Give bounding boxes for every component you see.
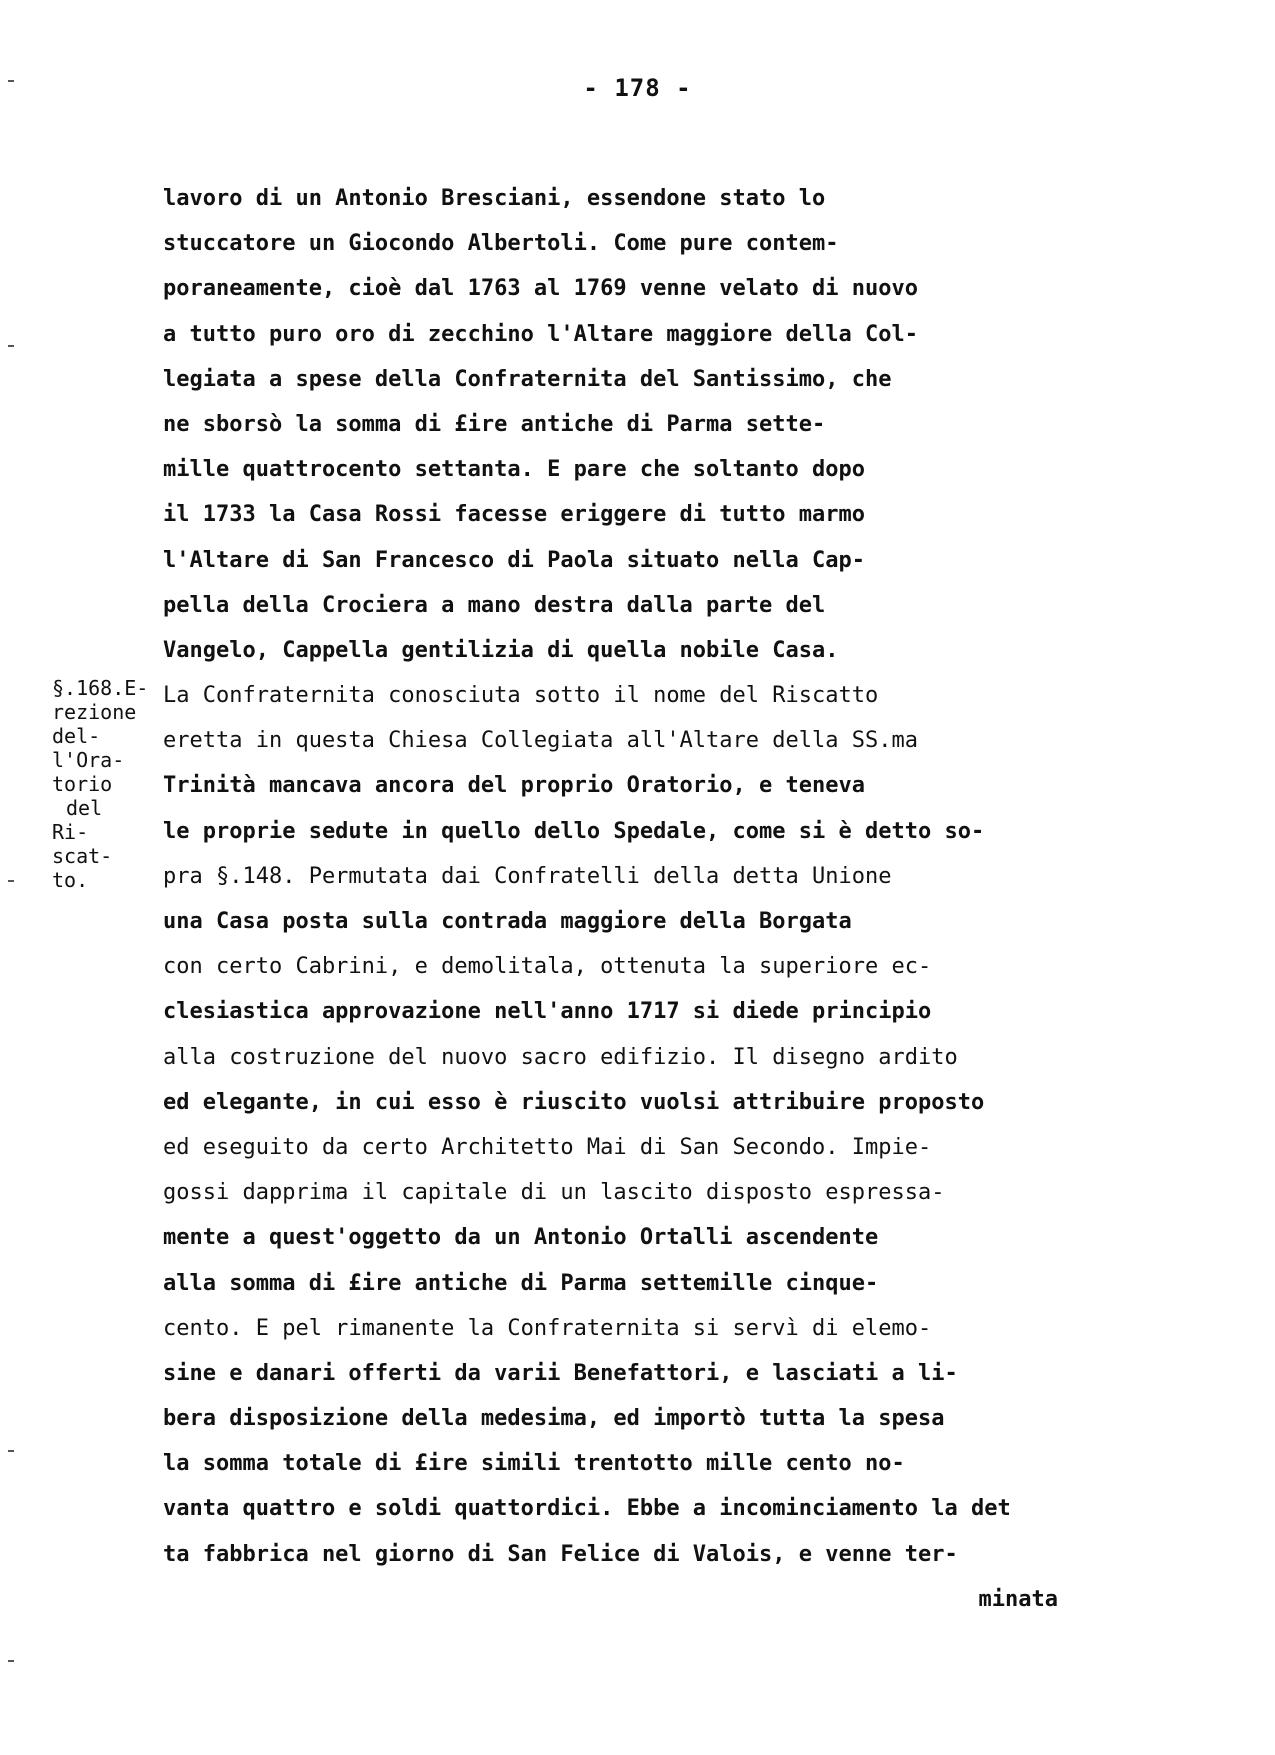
text-line: Vangelo, Cappella gentilizia di quella nobile Casa. [163,637,839,663]
margin-note-line: rezione [52,700,137,724]
text-line: vanta quattro e soldi quattordici. Ebbe a incominciamento la det [163,1496,1011,1522]
text-line: gossi dapprima il capitale di un lascito disposto espressa- [163,1180,945,1206]
text-line: il 1733 la Casa Rossi facesse eriggere di tutto marmo [163,502,865,528]
margin-note-line: del- [52,724,101,748]
text-line: poraneamente, cioè dal 1763 al 1769 venne velato di nuovo [163,276,918,302]
margin-note-line: to. [52,868,89,892]
text-line: La Confraternita conosciuta sotto il nome del Riscatto [163,683,879,709]
margin-note-line: l'Ora- [52,748,125,772]
text-line: con certo Cabrini, e demolitala, ottenuta la superiore ec- [163,954,932,980]
edge-mark [8,1450,14,1452]
margin-note-line: del [66,796,103,820]
text-line: la somma totale di £ire simili trentotto mille cento no- [163,1451,905,1477]
edge-mark [8,1660,14,1662]
text-line: pella della Crociera a mano destra dalla parte del [163,592,826,618]
text-line: ed eseguito da certo Architetto Mai di San Secondo. Impie- [163,1134,932,1160]
text-line: pra §.148. Permutata dai Confratelli della detta Unione [163,863,892,889]
edge-mark [8,880,14,882]
text-line: le proprie sedute in quello dello Spedale, come si è detto so- [163,818,985,844]
text-line: a tutto puro oro di zecchino l'Altare maggiore della Col- [163,321,918,347]
text-line: stuccatore un Giocondo Albertoli. Come pure contem- [163,231,839,257]
text-line: legiata a spese della Confraternita del Santissimo, che [163,366,892,392]
text-line: alla somma di £ire antiche di Parma settemille cinque- [163,1270,879,1296]
page-number: - 178 - [583,74,692,102]
text-line: bera disposizione della medesima, ed importò tutta la spesa [163,1406,945,1432]
margin-note-line: Ri- [52,820,89,844]
edge-mark [8,345,14,347]
text-line: mente a quest'oggetto da un Antonio Ortalli ascendente [163,1225,879,1251]
text-line: mille quattrocento settanta. E pare che soltanto dopo [163,457,865,483]
text-line: alla costruzione del nuovo sacro edifizio. Il disegno ardito [163,1044,958,1070]
text-line: Trinità mancava ancora del proprio Oratorio, e teneva [163,773,865,799]
text-line: lavoro di un Antonio Bresciani, essendone stato lo [163,186,826,211]
text-line: eretta in questa Chiesa Collegiata all'Altare della SS.ma [163,728,918,754]
text-line: una Casa posta sulla contrada maggiore della Borgata [163,909,852,934]
margin-note-line: torio [52,772,113,796]
text-line: ne sborsò la somma di £ire antiche di Parma sette- [163,411,826,437]
margin-note [52,676,164,892]
text-line: ed elegante, in cui esso è riuscito vuolsi attribuire proposto [163,1089,985,1115]
text-line: minata [978,1586,1058,1612]
text-line: cento. E pel rimanente la Confraternita si servì di elemo- [163,1315,932,1341]
margin-note-line: scat- [52,844,113,868]
text-line: ta fabbrica nel giorno di San Felice di Valois, e venne ter- [163,1541,958,1567]
margin-note-line: §.168.E- [52,676,149,700]
text-line: clesiastica approvazione nell'anno 1717 si diede principio [163,999,932,1025]
body-text [163,176,1123,1622]
edge-mark [8,80,14,82]
text-line: sine e danari offerti da varii Benefattori, e lasciati a li- [163,1360,958,1386]
text-line: l'Altare di San Francesco di Paola situato nella Cap- [163,547,865,573]
